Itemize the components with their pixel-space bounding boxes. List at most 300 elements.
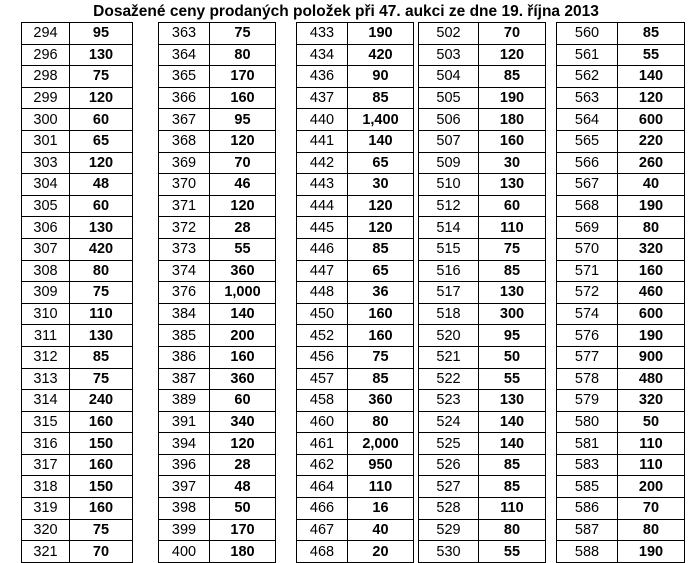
item-number-cell: 528 — [419, 498, 479, 520]
item-number-cell: 565 — [557, 130, 618, 152]
price-cell: 110 — [70, 303, 133, 325]
item-number-cell: 313 — [22, 368, 70, 390]
item-number-cell: 523 — [419, 390, 479, 412]
item-number-cell: 574 — [557, 303, 618, 325]
price-cell: 140 — [479, 411, 546, 433]
item-number-cell: 561 — [557, 44, 618, 66]
price-cell: 140 — [210, 303, 276, 325]
item-number-cell: 581 — [557, 433, 618, 455]
price-cell: 75 — [479, 238, 546, 260]
item-number-cell: 309 — [22, 282, 70, 304]
item-number-cell: 460 — [297, 411, 348, 433]
price-cell: 600 — [618, 303, 685, 325]
item-number-cell: 305 — [22, 195, 70, 217]
table-row — [159, 498, 276, 520]
table-row — [557, 519, 685, 541]
price-cell: 190 — [348, 23, 414, 45]
price-cell: 360 — [210, 368, 276, 390]
item-number-cell: 521 — [419, 346, 479, 368]
table-row — [297, 260, 414, 282]
price-cell: 170 — [210, 519, 276, 541]
price-cell: 180 — [210, 541, 276, 563]
item-number-cell: 525 — [419, 433, 479, 455]
item-number-cell: 310 — [22, 303, 70, 325]
price-cell: 120 — [348, 195, 414, 217]
item-number-cell: 364 — [159, 44, 210, 66]
price-cell: 200 — [618, 476, 685, 498]
item-number-cell: 320 — [22, 519, 70, 541]
price-cell: 85 — [70, 346, 133, 368]
table-row — [557, 411, 685, 433]
item-number-cell: 394 — [159, 433, 210, 455]
price-cell: 46 — [210, 174, 276, 196]
table-row — [297, 87, 414, 109]
price-cell: 340 — [210, 411, 276, 433]
table-row — [159, 23, 276, 45]
table-row — [419, 87, 546, 109]
item-number-cell: 577 — [557, 346, 618, 368]
item-number-cell: 509 — [419, 152, 479, 174]
item-number-cell: 400 — [159, 541, 210, 563]
price-cell: 95 — [70, 23, 133, 45]
table-row — [419, 44, 546, 66]
item-number-cell: 512 — [419, 195, 479, 217]
price-cell: 110 — [618, 454, 685, 476]
price-cell: 55 — [210, 238, 276, 260]
price-cell: 120 — [210, 130, 276, 152]
price-cell: 75 — [70, 66, 133, 88]
table-row — [297, 109, 414, 131]
price-cell: 160 — [348, 325, 414, 347]
price-cell: 150 — [70, 476, 133, 498]
item-number-cell: 397 — [159, 476, 210, 498]
price-cell: 95 — [210, 109, 276, 131]
table-row — [159, 87, 276, 109]
item-number-cell: 387 — [159, 368, 210, 390]
table-row — [297, 433, 414, 455]
table-row — [557, 541, 685, 563]
table-row — [419, 174, 546, 196]
table-row — [22, 174, 133, 196]
table-row — [419, 519, 546, 541]
price-cell: 950 — [348, 454, 414, 476]
table-row — [557, 390, 685, 412]
item-number-cell: 371 — [159, 195, 210, 217]
item-number-cell: 319 — [22, 498, 70, 520]
item-number-cell: 307 — [22, 238, 70, 260]
item-number-cell: 436 — [297, 66, 348, 88]
price-cell: 130 — [479, 282, 546, 304]
price-cell: 190 — [479, 87, 546, 109]
item-number-cell: 365 — [159, 66, 210, 88]
price-cell: 110 — [618, 433, 685, 455]
price-cell: 220 — [618, 130, 685, 152]
table-row — [22, 498, 133, 520]
item-number-cell: 586 — [557, 498, 618, 520]
price-cell: 110 — [479, 498, 546, 520]
table-row — [159, 195, 276, 217]
table-row — [297, 303, 414, 325]
table-row — [159, 109, 276, 131]
price-cell: 300 — [479, 303, 546, 325]
table-row — [419, 260, 546, 282]
price-cell: 80 — [618, 217, 685, 239]
item-number-cell: 526 — [419, 454, 479, 476]
price-cell: 48 — [70, 174, 133, 196]
page-title: Dosažené ceny prodaných položek při 47. aukci ze dne 19. října 2013 — [93, 3, 599, 20]
item-number-cell: 311 — [22, 325, 70, 347]
item-number-cell: 518 — [419, 303, 479, 325]
price-cell: 900 — [618, 346, 685, 368]
price-cell: 140 — [348, 130, 414, 152]
price-cell: 85 — [479, 476, 546, 498]
price-cell: 1,400 — [348, 109, 414, 131]
price-cell: 28 — [210, 454, 276, 476]
item-number-cell: 368 — [159, 130, 210, 152]
price-cell: 95 — [479, 325, 546, 347]
price-cell: 190 — [618, 325, 685, 347]
price-cell: 85 — [479, 454, 546, 476]
price-cell: 55 — [479, 368, 546, 390]
table-row — [159, 152, 276, 174]
table-row — [419, 130, 546, 152]
item-number-cell: 441 — [297, 130, 348, 152]
table-row — [22, 87, 133, 109]
item-number-cell: 515 — [419, 238, 479, 260]
item-number-cell: 570 — [557, 238, 618, 260]
table-row — [22, 66, 133, 88]
price-cell: 120 — [70, 87, 133, 109]
item-number-cell: 389 — [159, 390, 210, 412]
price-cell: 50 — [210, 498, 276, 520]
price-table-column-4 — [418, 22, 546, 563]
table-row — [297, 519, 414, 541]
price-cell: 85 — [348, 87, 414, 109]
item-number-cell: 529 — [419, 519, 479, 541]
price-cell: 600 — [618, 109, 685, 131]
item-number-cell: 503 — [419, 44, 479, 66]
item-number-cell: 567 — [557, 174, 618, 196]
item-number-cell: 363 — [159, 23, 210, 45]
item-number-cell: 579 — [557, 390, 618, 412]
table-row — [419, 325, 546, 347]
item-number-cell: 566 — [557, 152, 618, 174]
table-row — [22, 454, 133, 476]
item-number-cell: 452 — [297, 325, 348, 347]
item-number-cell: 300 — [22, 109, 70, 131]
price-cell: 160 — [210, 346, 276, 368]
item-number-cell: 299 — [22, 87, 70, 109]
price-cell: 360 — [210, 260, 276, 282]
table-row — [159, 411, 276, 433]
table-row — [557, 130, 685, 152]
item-number-cell: 316 — [22, 433, 70, 455]
item-number-cell: 314 — [22, 390, 70, 412]
price-cell: 65 — [348, 260, 414, 282]
item-number-cell: 464 — [297, 476, 348, 498]
table-row — [297, 217, 414, 239]
table-row — [419, 152, 546, 174]
price-cell: 2,000 — [348, 433, 414, 455]
price-cell: 130 — [479, 390, 546, 412]
item-number-cell: 298 — [22, 66, 70, 88]
table-row — [557, 174, 685, 196]
price-cell: 16 — [348, 498, 414, 520]
item-number-cell: 373 — [159, 238, 210, 260]
price-cell: 55 — [618, 44, 685, 66]
table-row — [159, 325, 276, 347]
item-number-cell: 448 — [297, 282, 348, 304]
table-row — [419, 282, 546, 304]
item-number-cell: 434 — [297, 44, 348, 66]
price-cell: 60 — [479, 195, 546, 217]
price-cell: 420 — [70, 238, 133, 260]
table-row — [557, 152, 685, 174]
table-row — [557, 325, 685, 347]
table-row — [297, 152, 414, 174]
item-number-cell: 367 — [159, 109, 210, 131]
item-number-cell: 578 — [557, 368, 618, 390]
item-number-cell: 562 — [557, 66, 618, 88]
price-cell: 70 — [70, 541, 133, 563]
price-cell: 30 — [348, 174, 414, 196]
table-row — [297, 325, 414, 347]
item-number-cell: 398 — [159, 498, 210, 520]
item-number-cell: 396 — [159, 454, 210, 476]
item-number-cell: 445 — [297, 217, 348, 239]
item-number-cell: 580 — [557, 411, 618, 433]
table-row — [419, 109, 546, 131]
item-number-cell: 560 — [557, 23, 618, 45]
table-row — [297, 346, 414, 368]
table-row — [419, 541, 546, 563]
item-number-cell: 386 — [159, 346, 210, 368]
table-row — [22, 109, 133, 131]
table-row — [557, 303, 685, 325]
item-number-cell: 510 — [419, 174, 479, 196]
table-row — [159, 454, 276, 476]
table-row — [557, 217, 685, 239]
item-number-cell: 457 — [297, 368, 348, 390]
price-cell: 160 — [618, 260, 685, 282]
item-number-cell: 467 — [297, 519, 348, 541]
price-cell: 80 — [210, 44, 276, 66]
price-cell: 1,000 — [210, 282, 276, 304]
price-cell: 80 — [70, 260, 133, 282]
item-number-cell: 516 — [419, 260, 479, 282]
table-row — [419, 66, 546, 88]
item-number-cell: 468 — [297, 541, 348, 563]
table-row — [557, 44, 685, 66]
item-number-cell: 504 — [419, 66, 479, 88]
table-row — [22, 519, 133, 541]
item-number-cell: 588 — [557, 541, 618, 563]
table-row — [419, 390, 546, 412]
item-number-cell: 527 — [419, 476, 479, 498]
item-number-cell: 585 — [557, 476, 618, 498]
item-number-cell: 374 — [159, 260, 210, 282]
price-cell: 160 — [348, 303, 414, 325]
price-cell: 160 — [479, 130, 546, 152]
price-cell: 130 — [70, 217, 133, 239]
table-row — [159, 390, 276, 412]
price-cell: 85 — [348, 238, 414, 260]
item-number-cell: 433 — [297, 23, 348, 45]
table-row — [22, 238, 133, 260]
table-row — [557, 23, 685, 45]
item-number-cell: 522 — [419, 368, 479, 390]
item-number-cell: 576 — [557, 325, 618, 347]
item-number-cell: 321 — [22, 541, 70, 563]
price-cell: 85 — [479, 66, 546, 88]
table-row — [557, 238, 685, 260]
price-cell: 80 — [479, 519, 546, 541]
table-row — [22, 346, 133, 368]
price-cell: 85 — [618, 23, 685, 45]
table-row — [557, 498, 685, 520]
item-number-cell: 304 — [22, 174, 70, 196]
item-number-cell: 369 — [159, 152, 210, 174]
item-number-cell: 506 — [419, 109, 479, 131]
price-cell: 60 — [70, 109, 133, 131]
item-number-cell: 442 — [297, 152, 348, 174]
item-number-cell: 568 — [557, 195, 618, 217]
item-number-cell: 569 — [557, 217, 618, 239]
table-row — [297, 498, 414, 520]
item-number-cell: 301 — [22, 130, 70, 152]
price-cell: 170 — [210, 66, 276, 88]
item-number-cell: 520 — [419, 325, 479, 347]
table-row — [297, 23, 414, 45]
table-row — [419, 217, 546, 239]
item-number-cell: 437 — [297, 87, 348, 109]
price-cell: 140 — [618, 66, 685, 88]
price-cell: 20 — [348, 541, 414, 563]
price-cell: 85 — [479, 260, 546, 282]
table-row — [297, 238, 414, 260]
price-cell: 140 — [479, 433, 546, 455]
item-number-cell: 308 — [22, 260, 70, 282]
item-number-cell: 458 — [297, 390, 348, 412]
item-number-cell: 447 — [297, 260, 348, 282]
item-number-cell: 303 — [22, 152, 70, 174]
table-row — [419, 238, 546, 260]
table-row — [22, 152, 133, 174]
table-row — [22, 476, 133, 498]
table-row — [557, 346, 685, 368]
table-row — [159, 346, 276, 368]
price-cell: 50 — [479, 346, 546, 368]
item-number-cell: 384 — [159, 303, 210, 325]
item-number-cell: 370 — [159, 174, 210, 196]
item-number-cell: 514 — [419, 217, 479, 239]
item-number-cell: 571 — [557, 260, 618, 282]
table-row — [557, 454, 685, 476]
table-row — [159, 433, 276, 455]
table-row — [159, 260, 276, 282]
price-cell: 150 — [70, 433, 133, 455]
item-number-cell: 318 — [22, 476, 70, 498]
table-row — [22, 303, 133, 325]
table-row — [557, 87, 685, 109]
price-table-column-1 — [21, 22, 133, 563]
table-row — [159, 541, 276, 563]
table-row — [557, 66, 685, 88]
price-cell: 60 — [70, 195, 133, 217]
price-cell: 130 — [479, 174, 546, 196]
item-number-cell: 505 — [419, 87, 479, 109]
item-number-cell: 312 — [22, 346, 70, 368]
item-number-cell: 587 — [557, 519, 618, 541]
table-row — [22, 44, 133, 66]
table-row — [22, 260, 133, 282]
table-row — [297, 282, 414, 304]
table-row — [159, 66, 276, 88]
price-cell: 160 — [70, 411, 133, 433]
item-number-cell: 399 — [159, 519, 210, 541]
price-cell: 190 — [618, 541, 685, 563]
price-table-column-5 — [556, 22, 685, 563]
price-cell: 28 — [210, 217, 276, 239]
table-row — [22, 390, 133, 412]
table-row — [557, 476, 685, 498]
table-row — [22, 541, 133, 563]
table-row — [22, 368, 133, 390]
table-row — [419, 411, 546, 433]
table-row — [159, 368, 276, 390]
item-number-cell: 391 — [159, 411, 210, 433]
price-cell: 60 — [210, 390, 276, 412]
item-number-cell: 446 — [297, 238, 348, 260]
table-row — [159, 174, 276, 196]
table-row — [419, 303, 546, 325]
item-number-cell: 462 — [297, 454, 348, 476]
price-cell: 65 — [70, 130, 133, 152]
price-cell: 85 — [348, 368, 414, 390]
table-row — [159, 476, 276, 498]
price-cell: 120 — [618, 87, 685, 109]
table-row — [419, 346, 546, 368]
price-cell: 320 — [618, 390, 685, 412]
item-number-cell: 317 — [22, 454, 70, 476]
price-cell: 55 — [479, 541, 546, 563]
price-cell: 240 — [70, 390, 133, 412]
table-row — [297, 454, 414, 476]
table-row — [419, 433, 546, 455]
price-cell: 260 — [618, 152, 685, 174]
table-row — [22, 217, 133, 239]
price-cell: 460 — [618, 282, 685, 304]
item-number-cell: 296 — [22, 44, 70, 66]
table-row — [419, 498, 546, 520]
price-cell: 30 — [479, 152, 546, 174]
item-number-cell: 564 — [557, 109, 618, 131]
price-cell: 80 — [348, 411, 414, 433]
item-number-cell: 456 — [297, 346, 348, 368]
price-cell: 160 — [70, 454, 133, 476]
price-cell: 120 — [348, 217, 414, 239]
price-cell: 75 — [348, 346, 414, 368]
price-cell: 48 — [210, 476, 276, 498]
table-row — [22, 282, 133, 304]
table-row — [297, 130, 414, 152]
price-cell: 480 — [618, 368, 685, 390]
table-row — [297, 44, 414, 66]
price-cell: 160 — [70, 498, 133, 520]
item-number-cell: 502 — [419, 23, 479, 45]
table-row — [159, 519, 276, 541]
table-row — [297, 174, 414, 196]
